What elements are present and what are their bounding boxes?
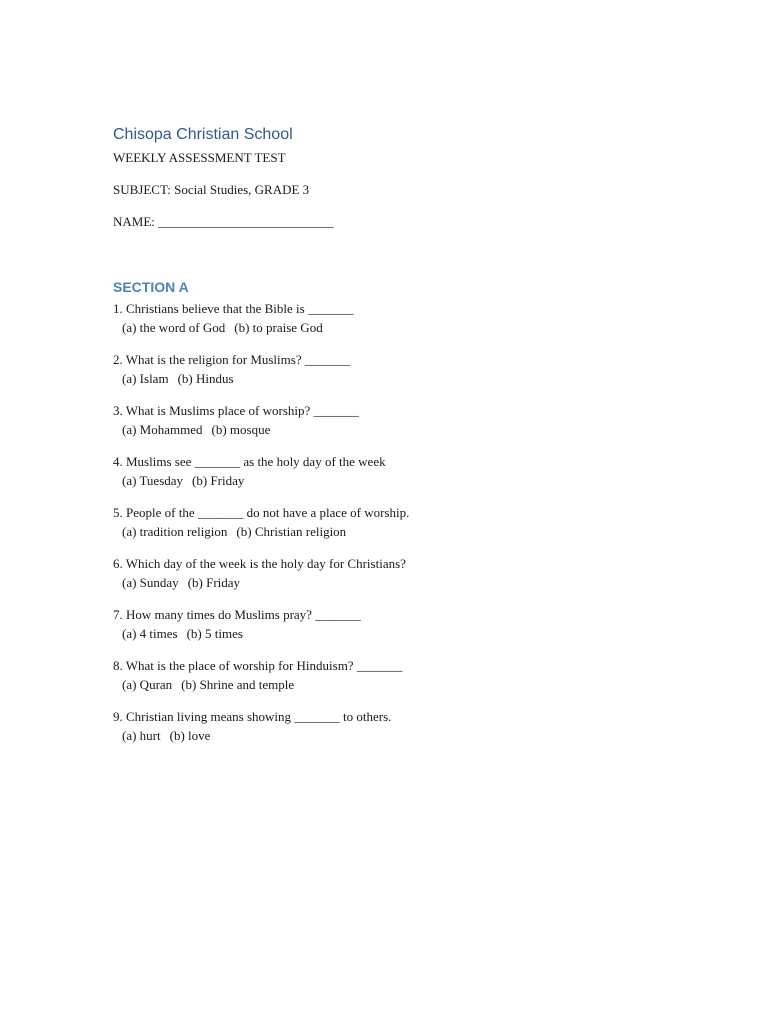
- answer-options: [113, 370, 713, 388]
- answer-option-a: (a) Quran: [122, 677, 173, 692]
- answer-option-b: (b) love: [169, 728, 211, 743]
- answer-option-b: (b) Friday: [187, 575, 241, 590]
- answer-option-a: (a) hurt: [122, 728, 161, 743]
- question-item: [113, 453, 713, 490]
- answer-option-a: (a) the word of God: [122, 320, 226, 335]
- question-item: [113, 606, 713, 643]
- answer-options: [113, 523, 713, 541]
- question-item: [113, 708, 713, 745]
- answer-options: [113, 421, 713, 439]
- school-name: Chisopa Christian School: [113, 126, 293, 143]
- question-text: 3. What is Muslims place of worship? _______: [113, 403, 360, 418]
- question-item: [113, 555, 713, 592]
- answer-option-b: (b) Shrine and temple: [181, 677, 295, 692]
- answer-options: [113, 472, 713, 490]
- answer-options: [113, 574, 713, 592]
- answer-option-a: (a) tradition religion: [122, 524, 228, 539]
- question-text: 1. Christians believe that the Bible is _______: [113, 301, 354, 316]
- answer-options: [113, 727, 713, 745]
- question-item: [113, 402, 713, 439]
- answer-options: [113, 319, 713, 337]
- question-text: 6. Which day of the week is the holy day for Christians?: [113, 556, 406, 571]
- question-text: 8. What is the place of worship for Hinduism? _______: [113, 658, 403, 673]
- answer-option-b: (b) to praise God: [234, 320, 323, 335]
- test-title: WEEKLY ASSESSMENT TEST: [113, 150, 286, 165]
- question-item: [113, 351, 713, 388]
- question-text: 4. Muslims see _______ as the holy day of the week: [113, 454, 386, 469]
- question-text: 2. What is the religion for Muslims? _______: [113, 352, 351, 367]
- question-list: [113, 300, 713, 745]
- question-text: 7. How many times do Muslims pray? _______: [113, 607, 361, 622]
- question-item: [113, 300, 713, 337]
- answer-option-b: (b) Friday: [192, 473, 245, 488]
- answer-option-a: (a) Mohammed: [122, 422, 203, 437]
- section-heading: SECTION A: [113, 279, 189, 295]
- answer-option-b: (b) mosque: [211, 422, 271, 437]
- answer-option-b: (b) Christian religion: [236, 524, 347, 539]
- answer-option-b: (b) 5 times: [186, 626, 243, 641]
- answer-options: [113, 625, 713, 643]
- answer-option-b: (b) Hindus: [177, 371, 234, 386]
- document-content: [113, 124, 713, 759]
- name-line: NAME: ___________________________: [113, 214, 334, 229]
- answer-option-a: (a) 4 times: [122, 626, 178, 641]
- question-item: [113, 657, 713, 694]
- subject-line: SUBJECT: Social Studies, GRADE 3: [113, 182, 310, 197]
- question-text: 5. People of the _______ do not have a place of worship.: [113, 505, 410, 520]
- answer-option-a: (a) Tuesday: [122, 473, 184, 488]
- answer-option-a: (a) Islam: [122, 371, 169, 386]
- question-text: 9. Christian living means showing _______ to others.: [113, 709, 392, 724]
- answer-option-a: (a) Sunday: [122, 575, 179, 590]
- answer-options: [113, 676, 713, 694]
- question-item: [113, 504, 713, 541]
